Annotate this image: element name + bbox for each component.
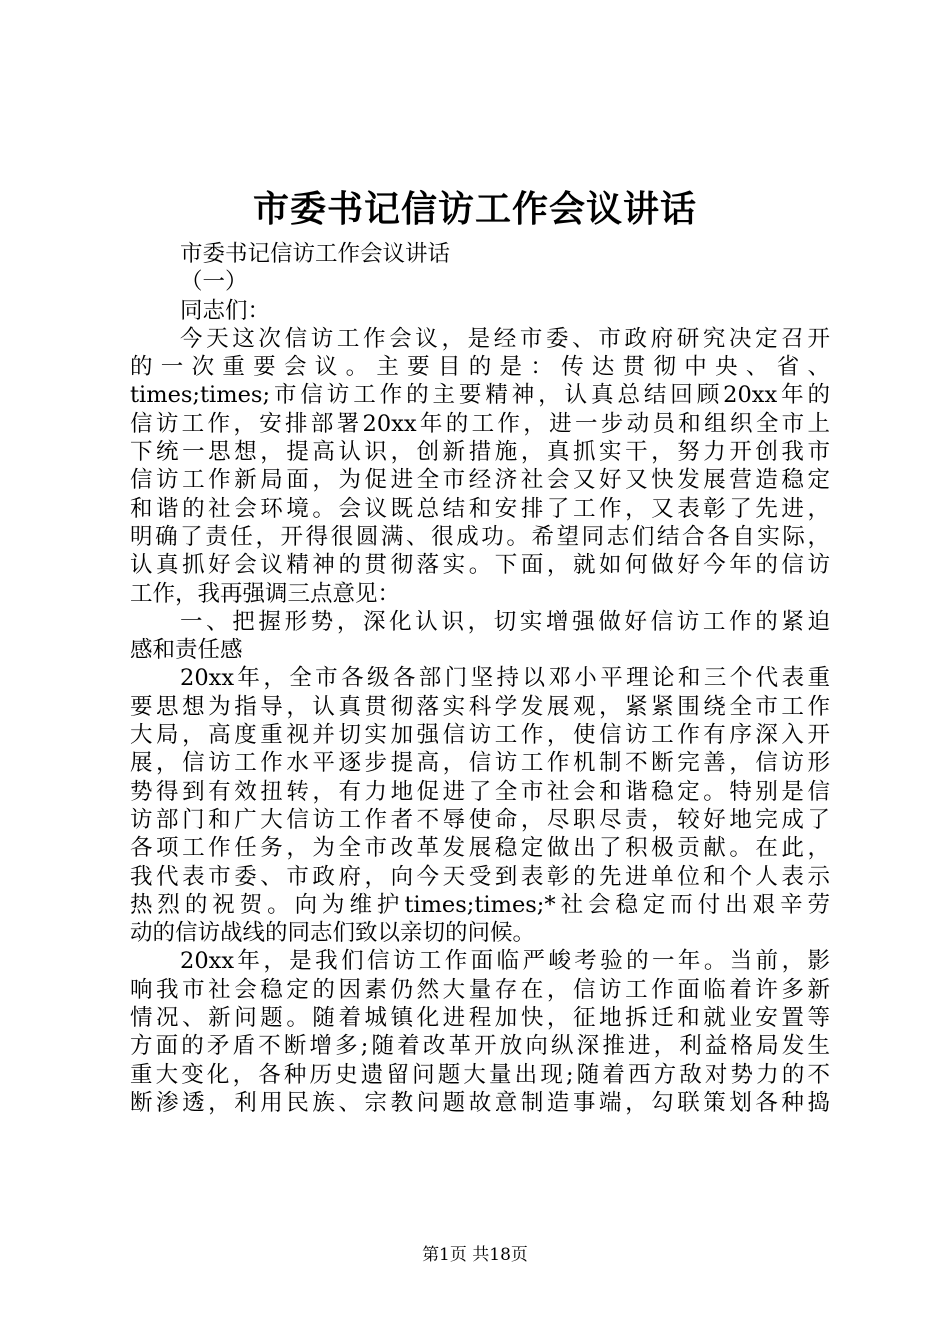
- body-line: 市委书记信访工作会议讲话: [180, 241, 451, 267]
- body-line: 的一次重要会议。主要目的是：传达贯彻中央、省、: [130, 354, 830, 381]
- body-line: 20xx年，是我们信访工作面临严峻考验的一年。当前，影: [180, 948, 830, 975]
- body-line: 响我市社会稳定的因素仍然大量存在，信访工作面临着许多新: [130, 976, 830, 1003]
- body-line: 今天这次信访工作会议，是经市委、市政府研究决定召开: [180, 325, 830, 352]
- body-line: 势得到有效扭转，有力地促进了全市社会和谐稳定。特别是信: [130, 778, 830, 805]
- body-line: 下统一思想，提高认识，创新措施，真抓实干，努力开创我市: [130, 439, 830, 466]
- body-line: 认真抓好会议精神的贯彻落实。下面，就如何做好今年的信访: [130, 552, 830, 579]
- body-line: 同志们：: [180, 297, 271, 324]
- body-line: 和谐的社会环境。会议既总结和安排了工作，又表彰了先进，: [130, 495, 830, 522]
- document-title: 市委书记信访工作会议讲话: [252, 188, 697, 230]
- body-line: 信访工作，安排部署20xx年的工作，进一步动员和组织全市上: [130, 410, 830, 437]
- body-line: 大局，高度重视并切实加强信访工作，使信访工作有序深入开: [130, 722, 830, 749]
- body-line: times;times;市信访工作的主要精神，认真总结回顾20xx年的: [130, 382, 830, 409]
- body-line: 动的信访战线的同志们致以亲切的问候。: [130, 920, 536, 947]
- body-line: 各项工作任务，为全市改革发展稳定做出了积极贡献。在此，: [130, 835, 830, 862]
- body-line: 展，信访工作水平逐步提高，信访工作机制不断完善，信访形: [130, 750, 830, 777]
- body-line: 我代表市委、市政府，向今天受到表彰的先进单位和个人表示: [130, 863, 830, 890]
- body-line: （一）: [180, 269, 248, 296]
- body-line: 要思想为指导，认真贯彻落实科学发展观，紧紧围绕全市工作: [130, 693, 830, 720]
- body-line: 一、把握形势，深化认识，切实增强做好信访工作的紧迫: [180, 608, 830, 635]
- body-line: 感和责任感: [130, 637, 243, 664]
- body-line: 情况、新问题。随着城镇化进程加快，征地拆迁和就业安置等: [130, 1005, 830, 1032]
- body-line: 信访工作新局面，为促进全市经济社会又好又快发展营造稳定: [130, 467, 830, 494]
- body-line: 重大变化，各种历史遗留问题大量出现;随着西方敌对势力的不: [130, 1061, 830, 1088]
- body-line: 访部门和广大信访工作者不辱使命，尽职尽责，较好地完成了: [130, 806, 830, 833]
- body-line: 工作，我再强调三点意见：: [130, 580, 401, 607]
- body-line: 断渗透，利用民族、宗教问题故意制造事端，勾联策划各种捣: [130, 1089, 830, 1116]
- body-line: 20xx年，全市各级各部门坚持以邓小平理论和三个代表重: [180, 665, 830, 692]
- body-line: 热烈的祝贺。向为维护times;times;*社会稳定而付出艰辛劳: [130, 891, 830, 918]
- body-line: 方面的矛盾不断增多;随着改革开放向纵深推进，利益格局发生: [130, 1033, 830, 1060]
- body-line: 明确了责任，开得很圆满、很成功。希望同志们结合各自实际，: [130, 523, 830, 550]
- document-body: [130, 240, 830, 1117]
- page-footer: 第1页 共18页: [422, 1245, 528, 1265]
